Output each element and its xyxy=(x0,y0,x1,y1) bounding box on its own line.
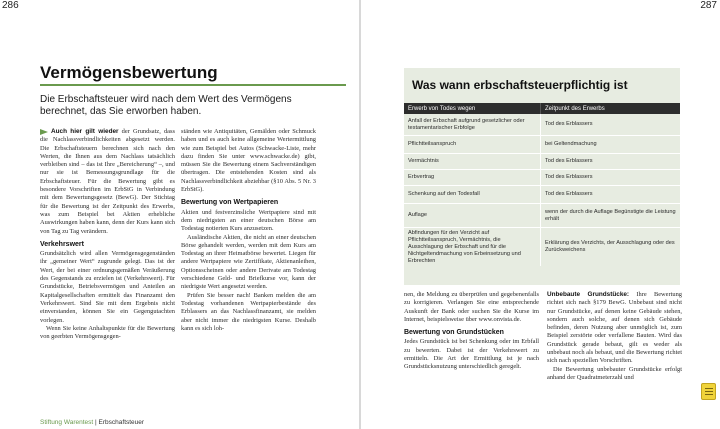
table-cell: wenn der durch die Auflage Begünstigte die Leistung erhält xyxy=(545,208,676,222)
inline-bold: Unbebaute Grundstücke: xyxy=(547,291,630,298)
text-column-4 xyxy=(547,291,682,382)
table-row xyxy=(404,186,680,204)
footer-section: Erbschaftsteuer xyxy=(98,419,145,426)
text-column-2 xyxy=(181,128,316,333)
table-row xyxy=(404,114,680,136)
table-cell: Tod des Erblassers xyxy=(545,158,593,164)
footer-brand: Stiftung Warentest xyxy=(40,419,94,426)
table-row xyxy=(404,170,680,186)
table-cell: Erklärung des Verzichts, der Ausschlagung oder des Zurückweichens xyxy=(545,240,675,253)
info-box-title: Was wann erbschaftsteuerpflichtig ist xyxy=(412,78,628,92)
paragraph: Grundsätzlich wird allen Vermögensgegenständen ihr „gemeiner Wert“ zugrunde gelegt. Das ist der Wert, der bei einer ordnungsgemäßen Veräußerung des Gegenstands zu erzielen ist (Verkehrswert). Für Grundstücke, Betriebsvermögen und Anteilen an Kapitalgesellschaften ermittelt das Finanzamt den Verkehrswert. Sind Sie mit dem Ergebnis nicht einverstanden, können Sie ein Gegengutachten vorlegen. xyxy=(40,250,175,324)
subheading-grundstuecke: Bewertung von Grundstücken xyxy=(404,329,504,337)
table-cell: Tod des Erblassers xyxy=(545,121,593,127)
intro-paragraph xyxy=(40,128,175,236)
table-header-cell: Erwerb von Todes wegen xyxy=(404,103,541,114)
table-row xyxy=(404,204,680,228)
paragraph: ständen wie Antiquitäten, Gemälden oder Schmuck haben und es auch keine allgemeine Wertermittlung wie zum Beispiel bei Autos (Schwacke-Liste, mehr dazu finden Sie unter www.schwacke.de) gibt, müssen Sie die Bewertung einem Sachverständigen übertragen. Die entstehenden Kosten sind als Nachlassverbindlichkeit abziehbar (§10 Abs. 5 Nr. 3 ErbStG). xyxy=(181,128,316,194)
tax-table xyxy=(404,103,680,266)
table-row xyxy=(404,136,680,154)
table-header xyxy=(404,103,680,114)
table-cell: Tod des Erblassers xyxy=(545,191,593,197)
table-cell: bei Geltendmachung xyxy=(545,141,597,147)
table-cell: Anfall der Erbschaft aufgrund gesetzlicher oder testamentarischer Erbfolge xyxy=(404,114,541,135)
info-box xyxy=(404,68,680,285)
page-footer xyxy=(40,419,144,426)
paragraph: nen, die Meldung zu überprüfen und gegebenenfalls zu korrigieren. Verlangen Sie eine entsprechende Auskunft der Bank oder suchen Sie die Kurse im Internet, beispielsweise über www.onvista.de. xyxy=(404,291,539,323)
paragraph: Die Bewertung unbebauter Grundstücke erfolgt anhand der Quadratmeterzahl und xyxy=(547,365,682,381)
paragraph: Prüfen Sie besser nach! Banken melden die am Todestag vorhandenen Wertpapierbestände des Erblassers an das Nachlassfinanzamt, sie melden aber nicht immer die niedrigsten Kurse. Deshalb kann es sich loh- xyxy=(181,291,316,332)
note-icon[interactable] xyxy=(701,383,716,400)
table-cell: Vermächtnis xyxy=(404,154,541,169)
table-cell: Abfindungen für den Verzicht auf Pflichtteilsanspruch, Vermächtnis, die Ausschlagung der Erbschaft und für die Nichtgeltendmachung von Erbeinsetzung und Erbrechten xyxy=(404,228,541,266)
page-number-left: 286 xyxy=(2,0,19,11)
page-number-right: 287 xyxy=(700,0,717,11)
table-cell: Schenkung auf den Todesfall xyxy=(404,186,541,203)
footer-separator: | xyxy=(93,419,99,426)
table-cell: Auflage xyxy=(404,204,541,227)
table-cell: Pflichtteilsanspruch xyxy=(404,136,541,153)
arrow-bullet-icon xyxy=(40,129,48,135)
paragraph xyxy=(547,291,682,366)
table-cell: Erbvertrag xyxy=(404,170,541,185)
page-gutter xyxy=(359,0,361,429)
subheading-wertpapiere: Bewertung von Wertpapieren xyxy=(181,199,279,207)
text-column-3 xyxy=(404,291,539,372)
paragraph: Jedes Grundstück ist bei Schenkung oder im Erbfall zu bewerten. Dabei ist der Verkehrswert zu ermitteln. Die Art der Ermittlung ist je nach Grundstücksnutzung unterschiedlich geregelt. xyxy=(404,338,539,371)
table-header-cell: Zeitpunkt des Erwerbs xyxy=(545,105,605,112)
intro-bold: Auch hier gilt wieder xyxy=(51,128,119,135)
title-underline xyxy=(40,84,346,86)
inline-text: Ihre Bewertung richtet sich nach §179 BewG. Unbebaut sind nicht nur Grundstücke, auf denen keine Gebäude stehen, sondern auch solche, auf denen sich Gebäude befinden, deren Nutzung aber unmöglich ist, zum Beispiel zerstörte oder verfallene Bauten. Wird das Grundstück gerade bebaut, gilt es weder als unbebaut noch als bebaut, und die Bewertung richtet sich nach speziellen Vorschriften. xyxy=(547,291,683,365)
page-title: Vermögensbewertung xyxy=(40,63,218,82)
paragraph: Ausländische Aktien, die nicht an einer deutschen Börse gehandelt werden, werden mit dem Kurs am Todestag an ihrer Heimatbörse bewertet. Liegen für andere Wertpapiere wie Zertifikate, Aktienanleihen, Optionsscheinen oder andere Derivate am Todestag verschiedene Geld- und Briefkurse vor, kann der niedrigste Wert angesetzt werden. xyxy=(181,233,316,291)
lead-paragraph: Die Erbschaftsteuer wird nach dem Wert des Vermögens berechnet, das Sie erworben haben. xyxy=(40,94,292,117)
paragraph: Wenn Sie keine Anhaltspunkte für die Bewertung von geerbten Vermögensgegen- xyxy=(40,324,175,341)
table-cell: Tod des Erblassers xyxy=(545,174,593,180)
text-column-1 xyxy=(40,128,175,341)
intro-text: der Grundsatz, dass die Nachlassverbindlichkeiten abgesetzt werden. Die Erbschaftsteuern berechnen sich nach den Werten, die Ihnen aus dem Nachlass tatsächlich verbleiben sind – das ist Ihre „Bereicherung“ –, und nur sie ist Bemessungsgrundlage für die Erbschaftsteuer. Für die Bewertung gibt es besondere Vorschriften im ErbStG in Verbindung mit dem Bewertungsgesetz (BewG). Der Stichtag für die Bewertung ist der Zeitpunkt des Erwerbs, was zum Beispiel bei Aktien erhebliche Auswirkungen haben kann, denn der Kurs kann sich von Tag zu Tag verändern. xyxy=(40,128,175,235)
subheading-verkehrswert: Verkehrswert xyxy=(40,240,84,248)
table-row xyxy=(404,228,680,266)
table-row xyxy=(404,154,680,170)
paragraph: Aktien und festverzinsliche Wertpapiere sind mit dem niedrigsten an einer deutschen Börse am Todestag notierten Kurs anzusetzen. xyxy=(181,208,316,233)
